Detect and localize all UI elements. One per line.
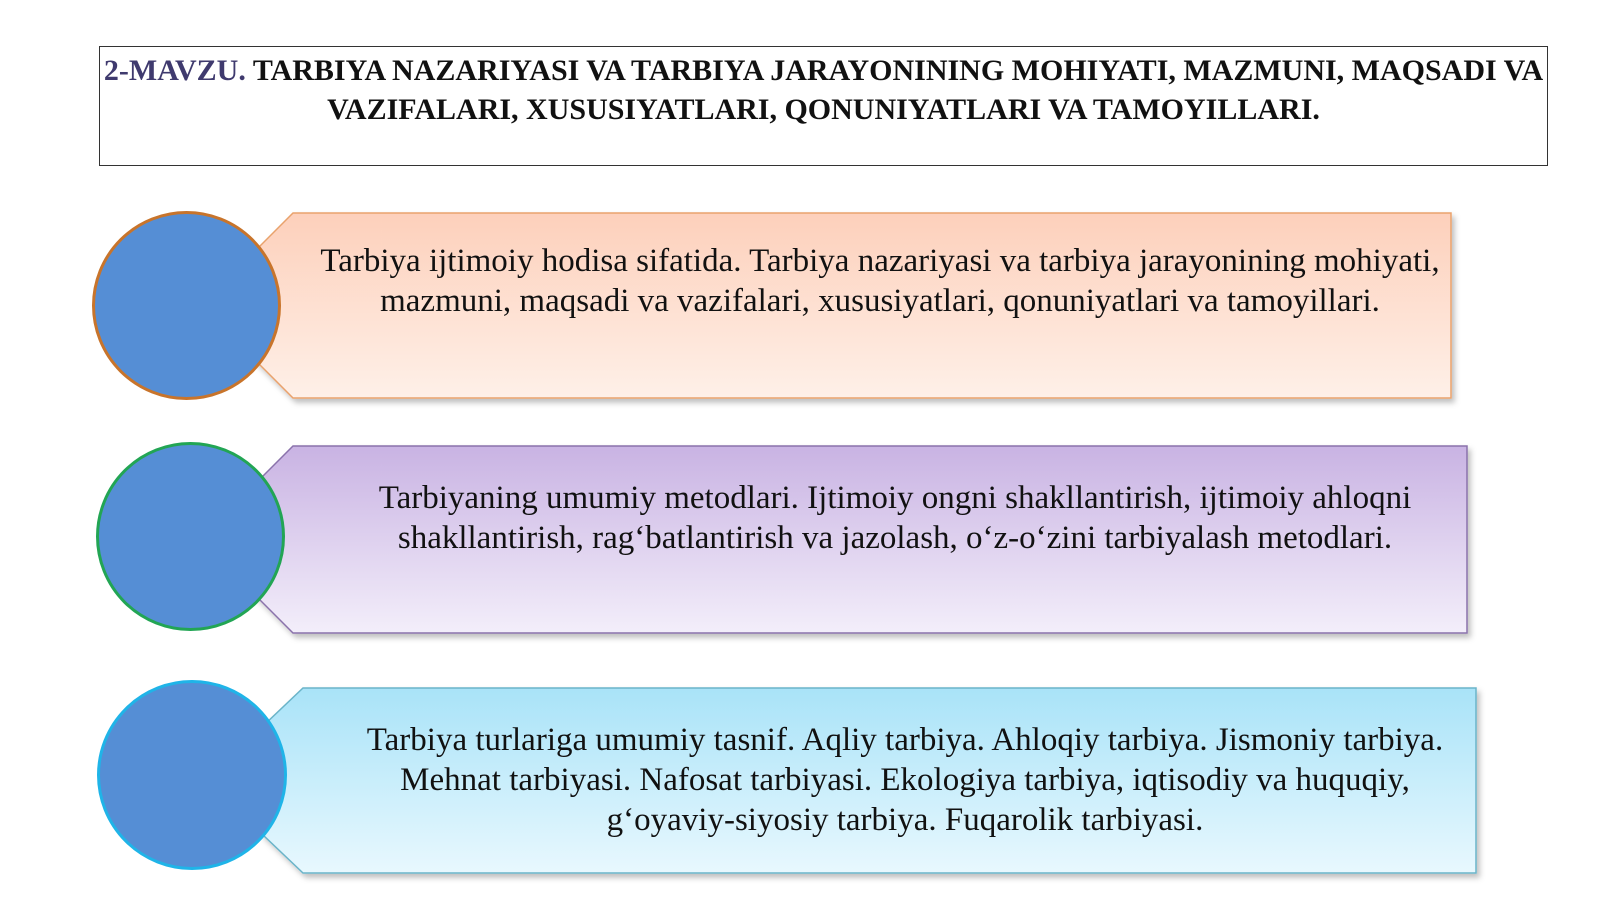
item-text-1: Tarbiya ijtimoiy hodisa sifatida. Tarbiya nazariyasi va tarbiya jarayonining mohiyati, mazmuni, maqsadi va vazifalari, xususiyatlari, qonuniyatlari va tamoyillari. (320, 243, 1440, 319)
topic-item-1 (0, 205, 1600, 400)
circle-marker-3 (97, 680, 287, 870)
circle-marker-1 (92, 211, 281, 400)
topic-number: 2-MAVZU. (103, 54, 246, 87)
slide-title (99, 46, 1548, 166)
item-text-3: Tarbiya turlariga umumiy tasnif. Aqliy tarbiya. Ahloqiy tarbiya. Jismoniy tarbiya. Mehnat tarbiyasi. Nafosat tarbiyasi. Ekologiya tarbiya, iqtisodiy va huquqiy, g‘oyaviy-siyosiy tarbiya. Fuqarolik tarbiyasi. (366, 722, 1444, 838)
circle-marker-2 (96, 442, 285, 631)
item-text-2: Tarbiyaning umumiy metodlari. Ijtimoiy ongni shakllantirish, ijtimoiy ahloqni shakllantirish, rag‘batlantirish va jazolash, o‘z-o‘zini tarbiyalash metodlari. (378, 480, 1412, 556)
topic-item-2 (0, 440, 1600, 635)
topic-title: TARBIYA NAZARIYASI VA TARBIYA JARAYONINING MOHIYATI, MAZMUNI, MAQSADI VA VAZIFALARI, XUSUSIYATLARI, QONUNIYATLARI VA TAMOYILLARI. (252, 54, 1544, 126)
topic-item-3 (0, 680, 1600, 880)
